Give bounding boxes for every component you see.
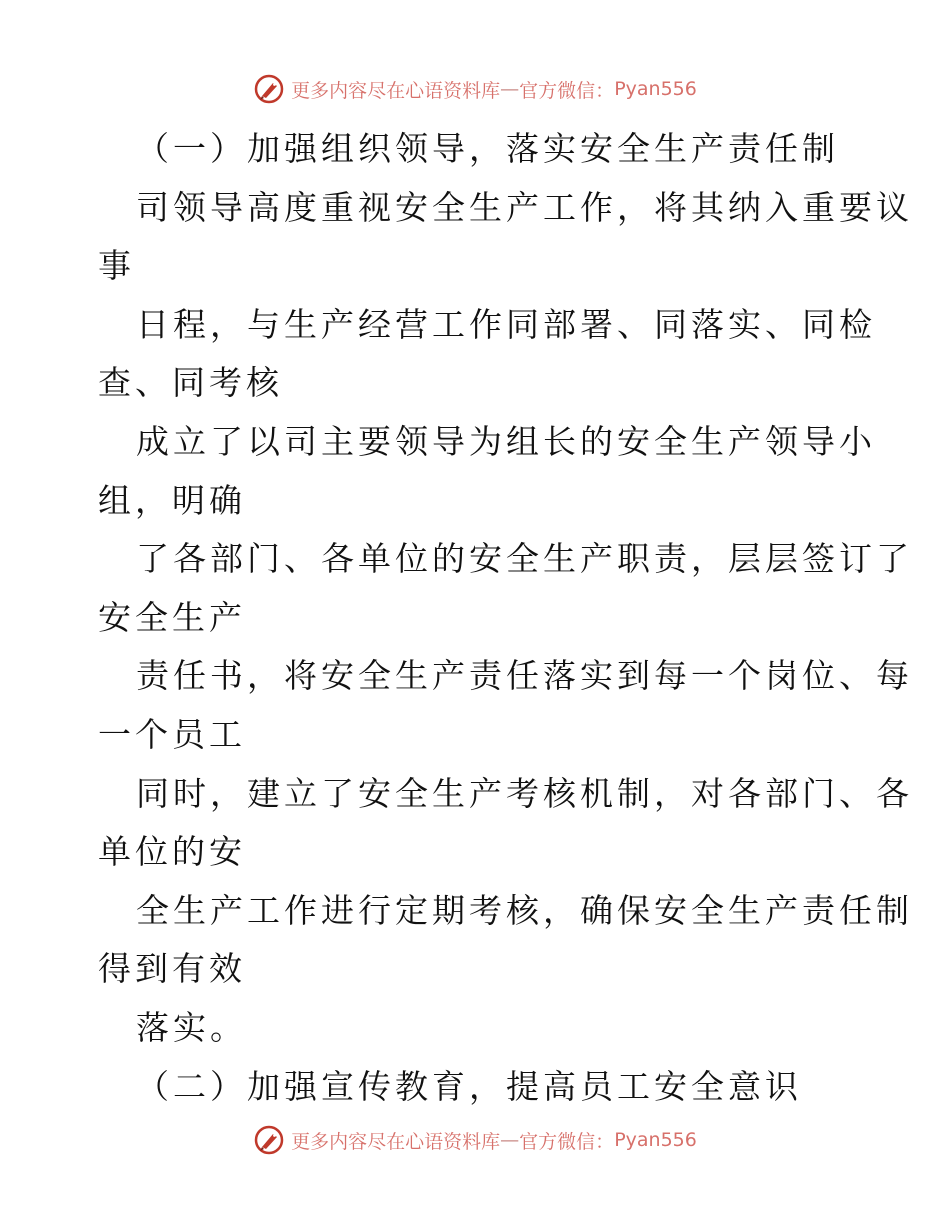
section-heading-2: （二）加强宣传教育，提高员工安全意识 (136, 1066, 802, 1106)
paragraph-line: 司领导高度重视安全生产工作，将其纳入重要议 (136, 187, 913, 227)
watermark-wechat-id: Pyan556 (614, 1129, 697, 1151)
paragraph-line: 安全生产 (98, 597, 246, 637)
paragraph-line: 得到有效 (98, 949, 246, 989)
watermark-text: 更多内容尽在心语资料库 (291, 79, 501, 102)
footer-watermark (0, 1123, 950, 1157)
paragraph-line: 了各部门、各单位的安全生产职责，层层签订了 (136, 539, 913, 579)
watermark-wechat-label: 官方微信： (519, 1130, 615, 1153)
paragraph-line: 同时，建立了安全生产考核机制，对各部门、各 (136, 773, 913, 813)
header-watermark (0, 72, 950, 106)
document-body (98, 120, 913, 1116)
paragraph-line: 单位的安 (98, 832, 246, 872)
paragraph-line: 查、同考核 (98, 363, 283, 403)
pen-logo-icon (253, 1124, 285, 1156)
paragraph-line: 组，明确 (98, 480, 246, 520)
pen-logo-icon (253, 73, 285, 105)
paragraph-line: 责任书，将安全生产责任落实到每一个岗位、每 (136, 656, 913, 696)
paragraph-line: 日程，与生产经营工作同部署、同落实、同检 (136, 304, 876, 344)
watermark-wechat-id: Pyan556 (614, 78, 697, 100)
paragraph-line: 事 (98, 246, 135, 286)
watermark-text: 更多内容尽在心语资料库 (291, 1130, 501, 1153)
watermark-wechat-label: 官方微信： (519, 79, 615, 102)
paragraph-line: 全生产工作进行定期考核，确保安全生产责任制 (136, 890, 913, 930)
watermark-separator: — (500, 78, 520, 100)
watermark-separator: — (500, 1129, 520, 1151)
section-heading-1: （一）加强组织领导，落实安全生产责任制 (136, 129, 839, 168)
paragraph-line: 成立了以司主要领导为组长的安全生产领导小 (136, 421, 876, 461)
paragraph-line: 一个员工 (98, 714, 246, 754)
paragraph-line: 落实。 (136, 1007, 247, 1047)
